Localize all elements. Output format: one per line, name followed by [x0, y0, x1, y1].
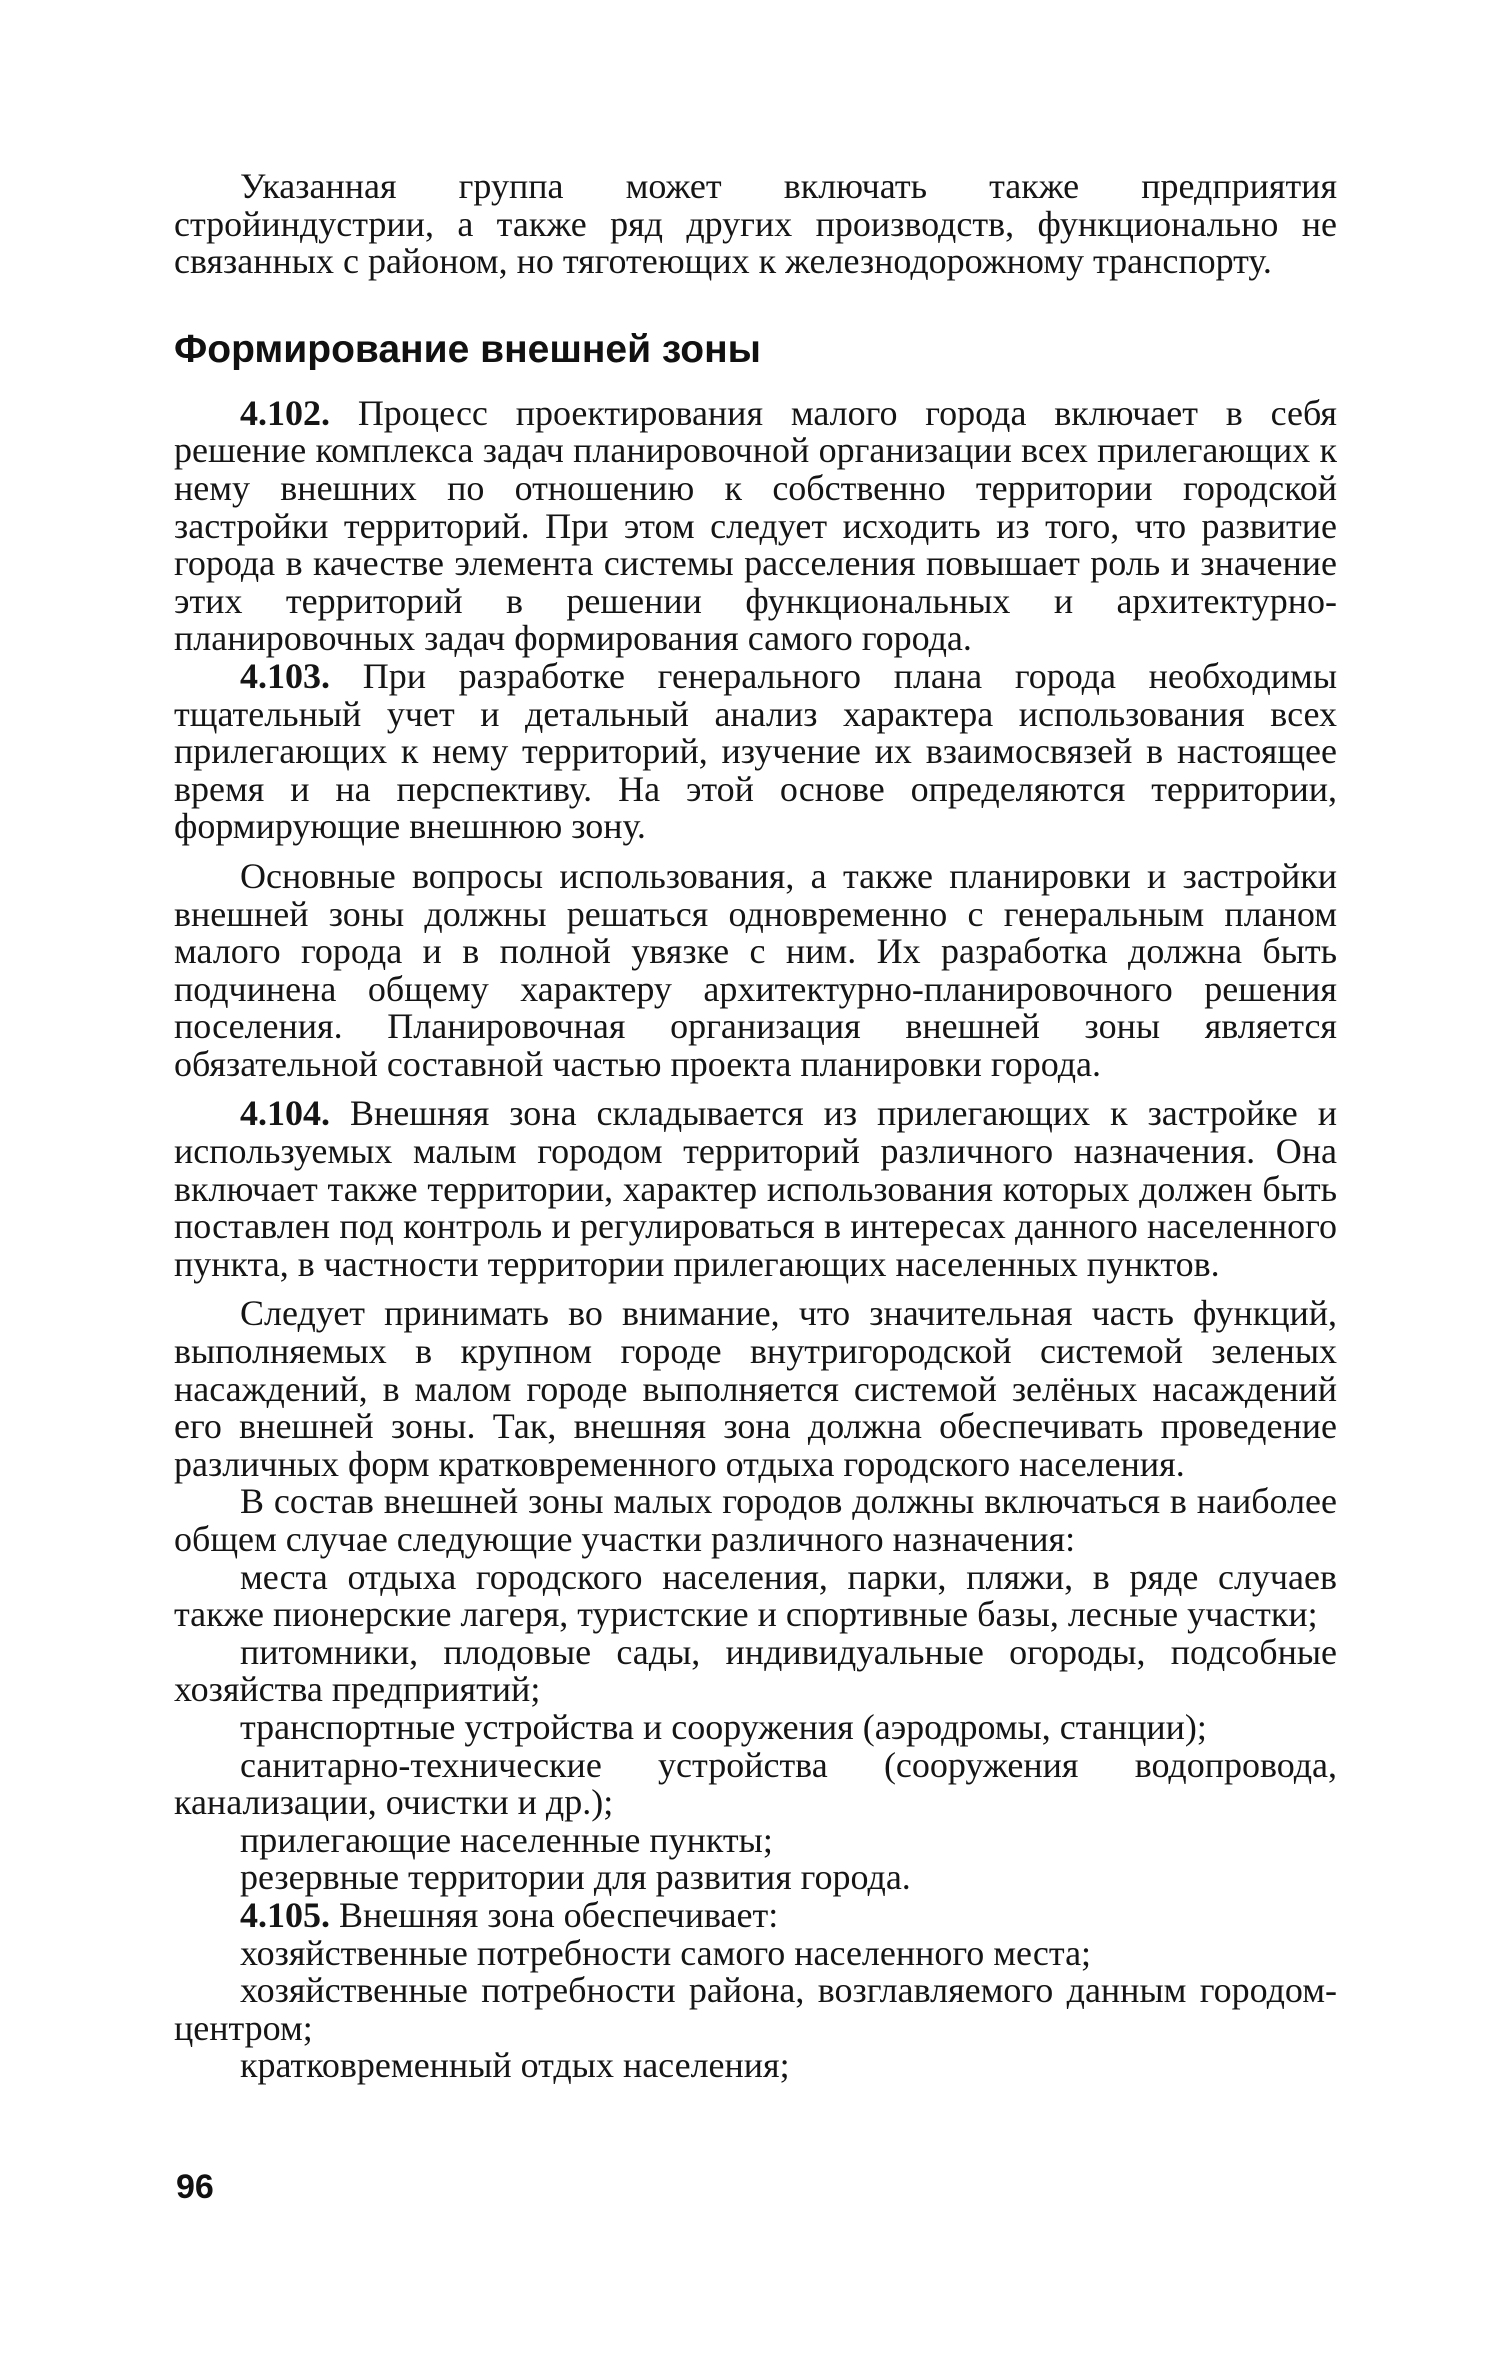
list-item: резервные территории для развития города.	[240, 1857, 911, 1898]
intro-paragraph: Указанная группа может включать также предприятия стройиндустрии, а также ряд других производств, функционально не связанных с районом, но тяготеющих к железнодорожному транспорту.	[174, 166, 1337, 282]
page-number: 96	[176, 2168, 214, 2206]
list-item: кратковременный отдых населения;	[240, 2045, 790, 2086]
list-item: места отдыха городского населения, парки, пляжи, в ряде случаев также пионерские лагеря, туристские и спортивные базы, лесные участки;	[174, 1556, 1337, 1635]
list-item: прилегающие населенные пункты;	[240, 1819, 773, 1860]
paragraph-4-104-continued: Следует принимать во внимание, что значительная часть функций, выполняемых в крупном городе внутригородской системой зеленых насаждений, в малом городе выполняется системой зелёных насаждений его внешней зоны. Так, внешняя зона должна обеспечивать проведение различных форм кратковременного отдыха городского населения.	[174, 1293, 1337, 1484]
page-body	[174, 168, 1337, 2085]
paragraph-text: Внешняя зона обеспечивает:	[339, 1894, 779, 1935]
paragraph-text: При разработке генерального плана города необходимы тщательный учет и детальный анализ характера использования всех прилегающих к нему территорий, изучение их взаимосвязей в настоящее время и на перспективу. На этой основе определяются территории, формирующие внешнюю зону.	[174, 655, 1338, 847]
paragraph-text: Внешняя зона складывается из прилегающих к застройке и используемых малым городом территорий различного назначения. Она включает также территории, характер использования которых должен быть поставлен под контроль и регулироваться в интересах данного населенного пункта, в частности территории прилегающих населенных пунктов.	[174, 1093, 1337, 1284]
paragraph-4-104	[174, 1095, 1337, 1283]
list-item: санитарно-технические устройства (сооружения водопровода, канализации, очистки и др.);	[174, 1744, 1337, 1823]
paragraph-4-104-composition: В состав внешней зоны малых городов должны включаться в наиболее общем случае следующие участки различного назначения:	[174, 1481, 1337, 1559]
list-item: питомники, плодовые сады, индивидуальные огороды, подсобные хозяйства предприятий;	[174, 1631, 1337, 1710]
paragraph-4-103-continued: Основные вопросы использования, а также планировки и застройки внешней зоны должны решаться одновременно с генеральным планом малого города и в полной увязке с ним. Их разработка должна быть подчинена общему характеру архитектурно-планировочного решения поселения. Планировочная организация внешней зоны является обязательной составной частью проекта планировки города.	[174, 855, 1337, 1084]
paragraph-number: 4.104.	[240, 1093, 330, 1134]
section-heading: Формирование внешней зоны	[174, 327, 761, 371]
paragraph-4-103	[174, 655, 1338, 847]
paragraph-number: 4.105.	[240, 1894, 330, 1935]
paragraph-4-102	[174, 392, 1337, 659]
paragraph-number: 4.102.	[240, 392, 330, 433]
list-item: хозяйственные потребности района, возглавляемого данным городом-центром;	[174, 1970, 1337, 2048]
paragraph-4-105	[174, 1894, 1337, 1935]
paragraph-text: Процесс проектирования малого города включает в себя решение комплекса задач планировочной организации всех прилегающих к нему внешних по отношению к собственно территории городской застройки территорий. При этом следует исходить из того, что развитие города в качестве элемента системы расселения повышает роль и значение этих территорий в решении функциональных и архитектурно-планировочных задач формирования самого города.	[174, 392, 1337, 659]
paragraph-number: 4.103.	[240, 655, 330, 696]
list-item: хозяйственные потребности самого населенного места;	[240, 1932, 1092, 1973]
list-item: транспортные устройства и сооружения (аэродромы, станции);	[240, 1706, 1207, 1747]
